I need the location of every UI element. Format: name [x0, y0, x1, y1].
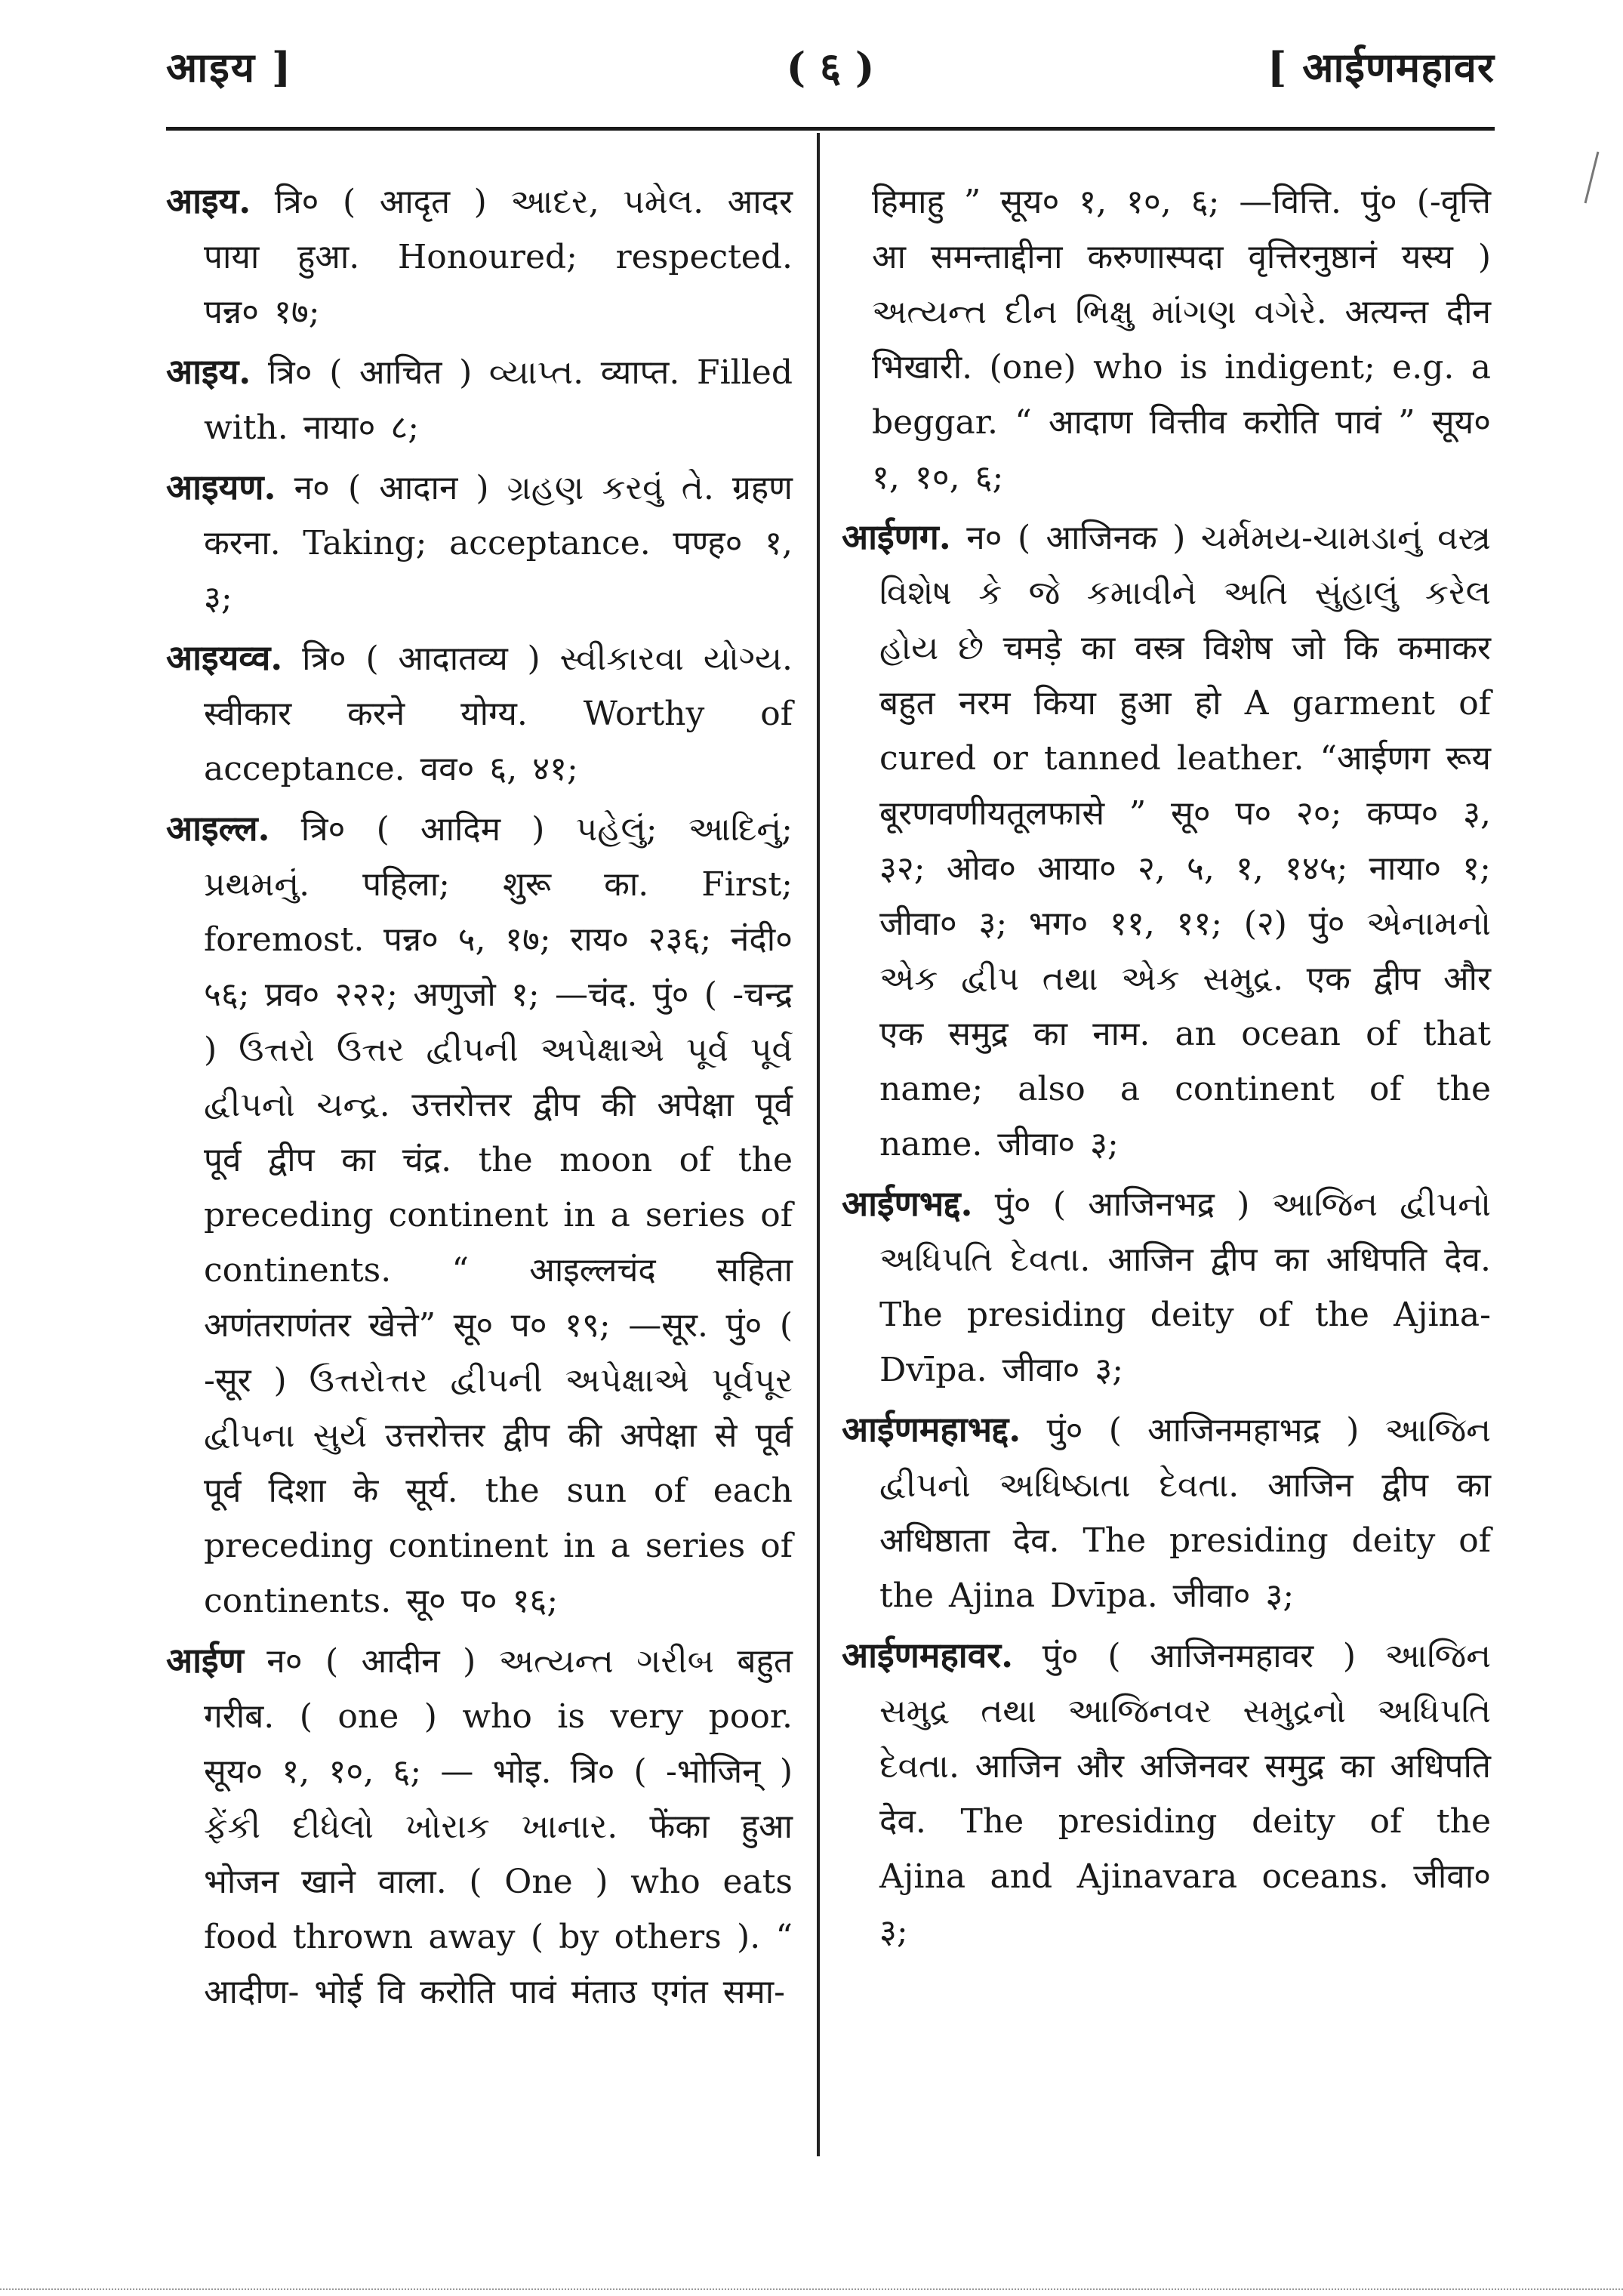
entry-headword: आइय.: [166, 351, 251, 392]
entry-headword: आईणमहाभद्द.: [842, 1409, 1021, 1450]
dictionary-entry: [166, 801, 793, 1629]
entry-text: न० ( आजिनक ) ચર્મમય-ચામડાનું વસ્ત્ર વિશેષ કે જે કમાવીને અતિ સુંહાલું કરેલ હોય છે चमड़े का वस्त्र विशेष जो कि कमाकर बहुत नरम किया हुआ हो A garment of cured or tanned leather. “आईणग रूय बूरणवणीयतूलफासे ” सू० प० २०; कप्प० ३, ३२; ओव० आया० २, ५, १, १४५; नाया० १; जीवा० ३; भग० ११, ११; (२) पुं० એનામનો એક દ્વીપ તથા એક સમુદ્ર. एक द्वीप और एक समुद्र का नाम. an ocean of that name; also a continent of the name. जीवा० ३;: [879, 519, 1491, 1163]
dictionary-entry: [842, 1402, 1491, 1623]
running-head-left: आइय ]: [166, 43, 293, 91]
entry-headword: आइय.: [166, 180, 251, 221]
entry-headword: आईणमहावर.: [842, 1635, 1014, 1675]
entry-headword: आईणग.: [842, 516, 951, 557]
right-column: [842, 174, 1491, 1964]
dictionary-entry: [166, 344, 793, 455]
dictionary-entry: [842, 510, 1491, 1172]
entry-text: पुं० ( आजिनमहाभद्र ) આજિન દ્વીપનો અધિષ્ઠાતા દેવતા. आजिन द्वीप का अधिष्ठाता देव. The presiding deity of the Ajina Dvīpa. जीवा० ३;: [879, 1411, 1491, 1615]
dictionary-entry: [166, 1633, 793, 2020]
entry-text: पुं० ( आजिनमहावर ) આજિન સમુદ્ર તથા આજિનવર સમુદ્રનો અધિપતિ દેવતા. आजिन और अजिनवर समुद्र का अधिपति देव. The presiding deity of the Ajina and Ajinavara oceans. जीवा० ३;: [879, 1637, 1491, 1951]
header-rule: [166, 127, 1495, 131]
entry-text: हिमाहु ” सूय० १, १०, ६; —वित्ति. पुं० (-वृत्ति आ समन्ताद्दीना करुणास्पदा वृत्तिरनुष्ठानं यस्य ) અત્યન્ત દીન ભિક્ષુ માંગણ વગેરે. अत्यन्त दीन भिखारी. (one) who is indigent; e.g. a beggar. “ आदाण वित्तीव करोति पावं ” सूय० १, १०, ६;: [872, 183, 1491, 497]
page-number: ( ६ ): [786, 43, 875, 91]
dictionary-entry: [166, 630, 793, 797]
entry-text: त्रि० ( आचित ) વ્યાપ્ત. व्याप्त. Filled with. नाया० ८;: [204, 353, 793, 447]
scan-mark: [1585, 152, 1600, 204]
entry-text: त्रि० ( आदातव्य ) સ્વીકારવા યોગ્ય. स्वीकार करने योग्य. Worthy of acceptance. वव० ६, ४१;: [204, 639, 793, 788]
dictionary-entry: [842, 1176, 1491, 1398]
entry-continuation: [842, 174, 1491, 505]
entry-headword: आइल्ल.: [166, 808, 270, 849]
column-divider: [817, 133, 820, 2156]
dictionary-entry: [842, 1628, 1491, 1959]
left-column: [166, 174, 793, 2024]
bottom-scan-edge: [0, 2287, 1623, 2290]
entry-headword: आईणभद्द.: [842, 1183, 973, 1224]
entry-text: त्रि० ( आदृत ) આદર, પમેલ. आदर पाया हुआ. Honoured; respected. पन्न० १७;: [204, 183, 793, 331]
entry-headword: आइयव्व.: [166, 637, 283, 678]
entry-headword: आइयण.: [166, 467, 276, 507]
dictionary-entry: [166, 174, 793, 340]
entry-text: न० ( आदीन ) અત્યન્ત ગરીબ बहुत गरीब. ( one ) who is very poor. सूय० १, १०, ६; — भोइ. त्रि० ( -भोजिन् ) ફેંકી દીધેલો ખોરાક ખાનાર. फेंका हुआ भोजन खाने वाला. ( One ) who eats food thrown away ( by others ). “ आदीण- भोई वि करोति पावं मंताउ एगंत समा-: [204, 1642, 793, 2011]
entry-headword: आईण: [166, 1640, 244, 1681]
entry-text: पुं० ( आजिनभद्र ) આજિન દ્વીપનો અધિપતિ દેવતા. आजिन द्वीप का अधिपति देव. The presiding deity of the Ajina-Dvīpa. जीवा० ३;: [879, 1185, 1491, 1389]
page-header: [166, 30, 1495, 113]
entry-text: न० ( आदान ) ગ્રહણ કરવું તે. ग्रहण करना. Taking; acceptance. पण्ह० १, ३;: [204, 469, 793, 618]
running-head-right: [ आईणमहावर: [1267, 43, 1495, 91]
entry-text: त्रि० ( आदिम ) પહેલું; આદિનું; પ્રથમનું. पहिला; शुरू का. First; foremost. पन्न० ५, १७; राय० २३६; नंदी० ५६; प्रव० २२२; अणुजो १; —चंद. पुं० ( -चन्द्र ) ઉત્તરો ઉત્તર દ્વીપની અપેક્ષાએ પૂર્વ પૂર્વ દ્વીપનો ચન્દ્ર. उत्तरोत्तर द्वीप की अपेक्षा पूर्व पूर्व द्वीप का चंद्र. the moon of the preceding continent in a series of continents. “ आइल्लचंद सहिता अणंतराणंतर खेत्ते” सू० प० १९; —सूर. पुं० ( -सूर ) ઉત્તરોત્તર દ્વીપની અપેક્ષાએ પૂર્વપૂર દ્વીપના સુર્ય उत्तरोत्तर द्वीप की अपेक्षा से पूर्व पूर्व दिशा के सूर्य. the sun of each preceding continent in a series of continents. सू० प० १६;: [204, 810, 793, 1620]
dictionary-entry: [166, 460, 793, 626]
